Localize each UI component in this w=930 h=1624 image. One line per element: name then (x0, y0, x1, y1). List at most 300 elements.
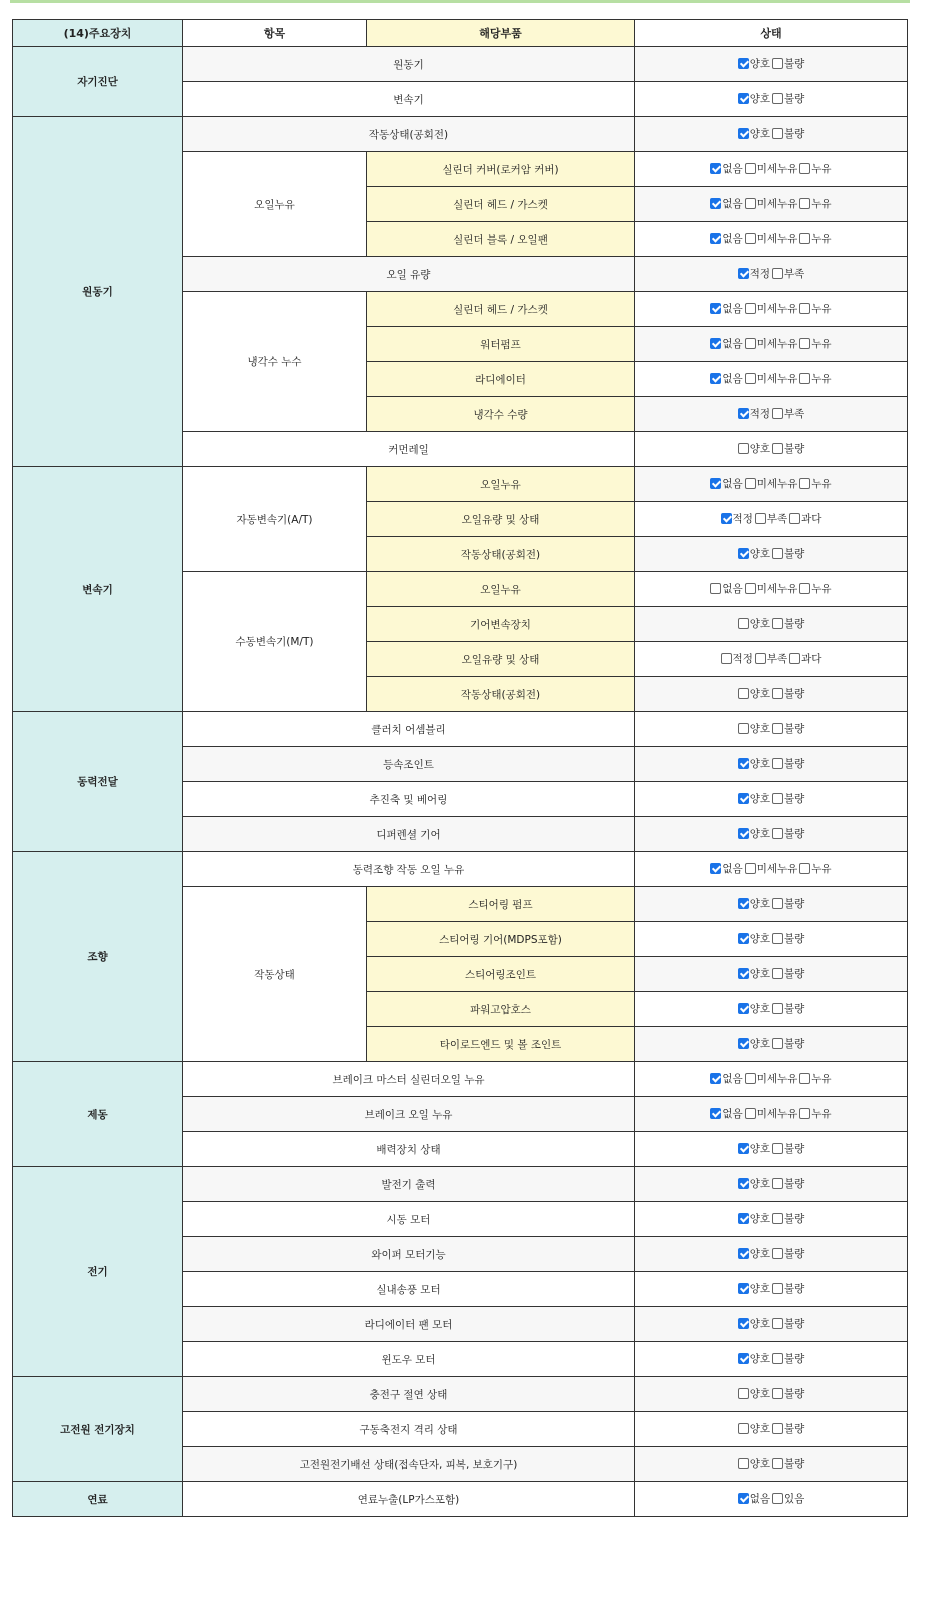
status-option-label: 없음 (722, 863, 743, 875)
checked-checkbox[interactable] (738, 548, 749, 559)
status-option[interactable] (738, 966, 770, 981)
unchecked-checkbox[interactable] (799, 1108, 810, 1119)
unchecked-checkbox[interactable] (772, 1283, 783, 1294)
status-option[interactable] (799, 581, 831, 596)
status-option[interactable] (772, 91, 804, 106)
status-option[interactable] (710, 231, 742, 246)
status-option[interactable] (738, 686, 770, 701)
status-option[interactable] (772, 546, 804, 561)
status-cell (635, 817, 908, 852)
unchecked-checkbox[interactable] (772, 1318, 783, 1329)
status-option[interactable] (772, 756, 804, 771)
unchecked-checkbox[interactable] (745, 583, 756, 594)
status-option[interactable] (710, 861, 742, 876)
status-option[interactable] (772, 1456, 804, 1471)
unchecked-checkbox[interactable] (772, 1493, 783, 1504)
item-cell: 오일 유량 (183, 257, 635, 292)
status-option[interactable] (710, 161, 742, 176)
status-option[interactable] (745, 861, 798, 876)
status-option-label: 없음 (722, 198, 743, 210)
status-option-label: 양호 (749, 828, 770, 840)
status-cell (635, 327, 908, 362)
checked-checkbox[interactable] (738, 93, 749, 104)
status-option[interactable] (738, 756, 770, 771)
unchecked-checkbox[interactable] (738, 618, 749, 629)
unchecked-checkbox[interactable] (772, 758, 783, 769)
status-option[interactable] (710, 581, 742, 596)
status-option-label: 부족 (784, 268, 805, 280)
unchecked-checkbox[interactable] (772, 793, 783, 804)
item-cell: 원동기 (183, 47, 635, 82)
checked-checkbox[interactable] (738, 933, 749, 944)
part-cell: 스티어링 기어(MDPS포함) (367, 922, 635, 957)
status-option[interactable] (745, 371, 798, 386)
unchecked-checkbox[interactable] (799, 373, 810, 384)
status-option[interactable] (738, 126, 770, 141)
status-option[interactable] (799, 1106, 831, 1121)
status-option[interactable] (738, 1036, 770, 1051)
status-cell (635, 257, 908, 292)
status-option-label: 미세누유 (756, 478, 798, 490)
checked-checkbox[interactable] (738, 1178, 749, 1189)
status-option[interactable] (745, 301, 798, 316)
checked-checkbox[interactable] (710, 198, 721, 209)
status-option-label: 양호 (749, 898, 770, 910)
status-cell (635, 642, 908, 677)
unchecked-checkbox[interactable] (772, 1353, 783, 1364)
status-option[interactable] (772, 126, 804, 141)
status-option-label: 미세누유 (756, 863, 798, 875)
table-body (13, 47, 908, 1517)
status-option[interactable] (799, 301, 831, 316)
status-option-label: 누유 (811, 583, 832, 595)
status-option[interactable] (799, 476, 831, 491)
status-option[interactable] (710, 336, 742, 351)
status-option[interactable] (738, 266, 770, 281)
part-cell: 오일누유 (367, 572, 635, 607)
checked-checkbox[interactable] (738, 793, 749, 804)
unchecked-checkbox[interactable] (772, 968, 783, 979)
unchecked-checkbox[interactable] (745, 233, 756, 244)
unchecked-checkbox[interactable] (772, 1178, 783, 1189)
status-cell (635, 1097, 908, 1132)
status-option[interactable] (772, 931, 804, 946)
status-option[interactable] (721, 511, 753, 526)
unchecked-checkbox[interactable] (721, 653, 732, 664)
status-option[interactable] (772, 791, 804, 806)
status-cell (635, 677, 908, 712)
unchecked-checkbox[interactable] (772, 1003, 783, 1014)
status-option-label: 없음 (722, 1108, 743, 1120)
status-option[interactable] (772, 1351, 804, 1366)
unchecked-checkbox[interactable] (745, 1108, 756, 1119)
checked-checkbox[interactable] (738, 1143, 749, 1154)
unchecked-checkbox[interactable] (772, 1213, 783, 1224)
status-option-label: 미세누유 (756, 233, 798, 245)
checked-checkbox[interactable] (710, 1108, 721, 1119)
status-option[interactable] (710, 301, 742, 316)
status-cell (635, 222, 908, 257)
status-option-label: 누유 (811, 198, 832, 210)
status-option[interactable] (772, 616, 804, 631)
checked-checkbox[interactable] (738, 58, 749, 69)
unchecked-checkbox[interactable] (772, 408, 783, 419)
unchecked-checkbox[interactable] (799, 338, 810, 349)
checked-checkbox[interactable] (738, 268, 749, 279)
status-option[interactable] (772, 406, 804, 421)
unchecked-checkbox[interactable] (772, 1248, 783, 1259)
unchecked-checkbox[interactable] (745, 373, 756, 384)
item-cell: 실내송풍 모터 (183, 1272, 635, 1307)
status-option[interactable] (799, 861, 831, 876)
item-cell: 윈도우 모터 (183, 1342, 635, 1377)
unchecked-checkbox[interactable] (772, 93, 783, 104)
status-option[interactable] (772, 1421, 804, 1436)
status-option[interactable] (745, 1106, 798, 1121)
status-option-label: 불량 (784, 968, 805, 980)
status-option[interactable] (710, 1106, 742, 1121)
status-option[interactable] (789, 651, 821, 666)
sub-item-cell: 오일누유 (183, 152, 367, 257)
status-option[interactable] (745, 196, 798, 211)
status-option[interactable] (772, 966, 804, 981)
table-row (13, 1062, 908, 1097)
status-option[interactable] (772, 266, 804, 281)
checked-checkbox[interactable] (738, 1213, 749, 1224)
unchecked-checkbox[interactable] (772, 933, 783, 944)
status-option-label: 양호 (749, 58, 770, 70)
status-cell (635, 432, 908, 467)
table-row (13, 467, 908, 502)
status-cell (635, 397, 908, 432)
status-option[interactable] (772, 1001, 804, 1016)
status-option-label: 없음 (722, 583, 743, 595)
status-option-label: 양호 (749, 1003, 770, 1015)
checked-checkbox[interactable] (738, 1493, 749, 1504)
unchecked-checkbox[interactable] (772, 58, 783, 69)
status-option[interactable] (745, 476, 798, 491)
status-option[interactable] (772, 721, 804, 736)
status-option[interactable] (738, 826, 770, 841)
unchecked-checkbox[interactable] (799, 863, 810, 874)
status-option[interactable] (738, 896, 770, 911)
unchecked-checkbox[interactable] (738, 1388, 749, 1399)
status-option[interactable] (738, 406, 770, 421)
status-option[interactable] (772, 56, 804, 71)
status-option[interactable] (772, 1036, 804, 1051)
status-option[interactable] (710, 371, 742, 386)
unchecked-checkbox[interactable] (738, 688, 749, 699)
item-cell: 시동 모터 (183, 1202, 635, 1237)
status-option[interactable] (738, 1386, 770, 1401)
checked-checkbox[interactable] (710, 303, 721, 314)
status-option[interactable] (738, 1141, 770, 1156)
status-option[interactable] (710, 1071, 742, 1086)
status-option-label: 불량 (784, 793, 805, 805)
checked-checkbox[interactable] (738, 968, 749, 979)
status-option-label: 불량 (784, 1283, 805, 1295)
unchecked-checkbox[interactable] (710, 583, 721, 594)
status-option-label: 없음 (722, 478, 743, 490)
status-cell (635, 852, 908, 887)
status-option-label: 누유 (811, 1073, 832, 1085)
status-option-label: 없음 (722, 1073, 743, 1085)
status-option[interactable] (745, 161, 798, 176)
main-devices-inspection-table (12, 19, 908, 1517)
unchecked-checkbox[interactable] (799, 1073, 810, 1084)
status-option-label: 없음 (749, 1493, 770, 1505)
status-option[interactable] (772, 1211, 804, 1226)
status-option[interactable] (738, 721, 770, 736)
checked-checkbox[interactable] (738, 1038, 749, 1049)
unchecked-checkbox[interactable] (772, 1143, 783, 1154)
checked-checkbox[interactable] (738, 408, 749, 419)
unchecked-checkbox[interactable] (799, 583, 810, 594)
checked-checkbox[interactable] (738, 1353, 749, 1364)
category-cell: 제동 (13, 1062, 183, 1167)
status-option[interactable] (738, 441, 770, 456)
status-option[interactable] (738, 56, 770, 71)
unchecked-checkbox[interactable] (799, 198, 810, 209)
status-cell (635, 922, 908, 957)
checked-checkbox[interactable] (738, 898, 749, 909)
item-cell: 브레이크 오일 누유 (183, 1097, 635, 1132)
status-option-label: 양호 (749, 1353, 770, 1365)
status-option[interactable] (799, 161, 831, 176)
item-cell: 와이퍼 모터기능 (183, 1237, 635, 1272)
unchecked-checkbox[interactable] (745, 863, 756, 874)
status-option[interactable] (738, 1421, 770, 1436)
item-cell: 구동축전지 격리 상태 (183, 1412, 635, 1447)
unchecked-checkbox[interactable] (789, 653, 800, 664)
status-option-label: 양호 (749, 1458, 770, 1470)
item-cell: 브레이크 마스터 실린더오일 누유 (183, 1062, 635, 1097)
unchecked-checkbox[interactable] (772, 548, 783, 559)
unchecked-checkbox[interactable] (738, 1458, 749, 1469)
status-option[interactable] (738, 931, 770, 946)
status-option[interactable] (772, 686, 804, 701)
status-option[interactable] (738, 1316, 770, 1331)
status-option-label: 있음 (784, 1493, 805, 1505)
checked-checkbox[interactable] (738, 1283, 749, 1294)
part-cell: 타이로드엔드 및 볼 조인트 (367, 1027, 635, 1062)
status-option-label: 미세누유 (756, 1108, 798, 1120)
status-option-label: 누유 (811, 373, 832, 385)
checked-checkbox[interactable] (738, 828, 749, 839)
status-option-label: 양호 (749, 1283, 770, 1295)
status-option-label: 미세누유 (756, 303, 798, 315)
unchecked-checkbox[interactable] (789, 513, 800, 524)
part-cell: 라디에이터 (367, 362, 635, 397)
category-cell: 동력전달 (13, 712, 183, 852)
item-cell: 연료누출(LP가스포함) (183, 1482, 635, 1517)
status-option[interactable] (799, 371, 831, 386)
unchecked-checkbox[interactable] (799, 478, 810, 489)
unchecked-checkbox[interactable] (745, 338, 756, 349)
unchecked-checkbox[interactable] (772, 1038, 783, 1049)
status-option-label: 누유 (811, 163, 832, 175)
unchecked-checkbox[interactable] (772, 723, 783, 734)
part-cell: 실린더 커버(로커암 커버) (367, 152, 635, 187)
part-cell: 작동상태(공회전) (367, 537, 635, 572)
checked-checkbox[interactable] (738, 1318, 749, 1329)
unchecked-checkbox[interactable] (799, 233, 810, 244)
status-cell (635, 1342, 908, 1377)
status-option[interactable] (745, 231, 798, 246)
sub-item-cell: 냉각수 누수 (183, 292, 367, 432)
part-cell: 실린더 헤드 / 가스켓 (367, 187, 635, 222)
status-option-label: 누유 (811, 863, 832, 875)
header-item: 항목 (183, 20, 367, 47)
unchecked-checkbox[interactable] (738, 723, 749, 734)
status-option[interactable] (738, 1351, 770, 1366)
checked-checkbox[interactable] (710, 863, 721, 874)
unchecked-checkbox[interactable] (772, 618, 783, 629)
part-cell: 스티어링조인트 (367, 957, 635, 992)
category-cell: 연료 (13, 1482, 183, 1517)
status-option[interactable] (738, 791, 770, 806)
status-option-label: 불량 (784, 1353, 805, 1365)
checked-checkbox[interactable] (738, 758, 749, 769)
status-cell (635, 1027, 908, 1062)
status-option[interactable] (721, 651, 753, 666)
status-option-label: 미세누유 (756, 583, 798, 595)
status-option[interactable] (738, 546, 770, 561)
status-option[interactable] (772, 1316, 804, 1331)
item-cell: 동력조향 작동 오일 누유 (183, 852, 635, 887)
unchecked-checkbox[interactable] (738, 443, 749, 454)
checked-checkbox[interactable] (710, 233, 721, 244)
status-option-label: 불량 (784, 1213, 805, 1225)
status-option-label: 양호 (749, 758, 770, 770)
status-option[interactable] (772, 1176, 804, 1191)
status-option[interactable] (738, 91, 770, 106)
checked-checkbox[interactable] (721, 513, 732, 524)
status-option[interactable] (738, 1001, 770, 1016)
table-row (13, 47, 908, 82)
status-option[interactable] (738, 616, 770, 631)
status-option[interactable] (799, 336, 831, 351)
status-option-label: 부족 (784, 408, 805, 420)
checked-checkbox[interactable] (710, 163, 721, 174)
status-option[interactable] (710, 476, 742, 491)
item-cell: 커먼레일 (183, 432, 635, 467)
unchecked-checkbox[interactable] (772, 128, 783, 139)
status-option[interactable] (738, 1176, 770, 1191)
status-option[interactable] (772, 1141, 804, 1156)
unchecked-checkbox[interactable] (745, 198, 756, 209)
status-option[interactable] (738, 1491, 770, 1506)
status-option-label: 미세누유 (756, 1073, 798, 1085)
unchecked-checkbox[interactable] (772, 443, 783, 454)
unchecked-checkbox[interactable] (745, 163, 756, 174)
unchecked-checkbox[interactable] (755, 653, 766, 664)
checked-checkbox[interactable] (710, 1073, 721, 1084)
unchecked-checkbox[interactable] (738, 1423, 749, 1434)
part-cell: 오일유량 및 상태 (367, 502, 635, 537)
status-option-label: 양호 (749, 1178, 770, 1190)
checked-checkbox[interactable] (738, 1003, 749, 1014)
checked-checkbox[interactable] (710, 338, 721, 349)
status-cell (635, 1272, 908, 1307)
part-cell: 실린더 헤드 / 가스켓 (367, 292, 635, 327)
status-option[interactable] (789, 511, 821, 526)
checked-checkbox[interactable] (738, 128, 749, 139)
unchecked-checkbox[interactable] (772, 898, 783, 909)
status-option-label: 불량 (784, 443, 805, 455)
status-cell (635, 782, 908, 817)
unchecked-checkbox[interactable] (772, 688, 783, 699)
unchecked-checkbox[interactable] (745, 1073, 756, 1084)
unchecked-checkbox[interactable] (799, 303, 810, 314)
status-option-label: 양호 (749, 1248, 770, 1260)
unchecked-checkbox[interactable] (772, 1388, 783, 1399)
status-cell (635, 607, 908, 642)
status-cell (635, 1202, 908, 1237)
status-option[interactable] (738, 1281, 770, 1296)
part-cell: 오일유량 및 상태 (367, 642, 635, 677)
part-cell: 실린더 블록 / 오일팬 (367, 222, 635, 257)
unchecked-checkbox[interactable] (799, 163, 810, 174)
status-option[interactable] (710, 196, 742, 211)
unchecked-checkbox[interactable] (772, 1423, 783, 1434)
checked-checkbox[interactable] (710, 478, 721, 489)
status-option[interactable] (772, 1491, 804, 1506)
status-option[interactable] (745, 1071, 798, 1086)
status-option[interactable] (755, 651, 787, 666)
status-option-label: 양호 (749, 93, 770, 105)
status-option[interactable] (738, 1456, 770, 1471)
checked-checkbox[interactable] (738, 1248, 749, 1259)
table-row (13, 712, 908, 747)
status-option[interactable] (745, 581, 798, 596)
status-option[interactable] (772, 441, 804, 456)
status-option[interactable] (772, 1386, 804, 1401)
unchecked-checkbox[interactable] (772, 828, 783, 839)
status-option[interactable] (772, 1281, 804, 1296)
status-option-label: 불량 (784, 1458, 805, 1470)
unchecked-checkbox[interactable] (772, 268, 783, 279)
status-option-label: 누유 (811, 1108, 832, 1120)
status-option[interactable] (799, 196, 831, 211)
status-option[interactable] (772, 896, 804, 911)
part-cell: 스티어링 펌프 (367, 887, 635, 922)
status-option[interactable] (745, 336, 798, 351)
unchecked-checkbox[interactable] (755, 513, 766, 524)
unchecked-checkbox[interactable] (772, 1458, 783, 1469)
status-option[interactable] (799, 1071, 831, 1086)
checked-checkbox[interactable] (710, 373, 721, 384)
status-option-label: 부족 (766, 653, 788, 665)
status-option[interactable] (772, 826, 804, 841)
status-option[interactable] (772, 1246, 804, 1261)
header-part: 해당부품 (367, 20, 635, 47)
status-option[interactable] (738, 1211, 770, 1226)
status-option-label: 없음 (722, 163, 743, 175)
unchecked-checkbox[interactable] (745, 478, 756, 489)
status-option-label: 적정 (732, 513, 753, 525)
status-option[interactable] (738, 1246, 770, 1261)
status-cell (635, 1307, 908, 1342)
status-option-label: 불량 (784, 1003, 805, 1015)
status-option[interactable] (799, 231, 831, 246)
unchecked-checkbox[interactable] (745, 303, 756, 314)
status-option[interactable] (755, 511, 787, 526)
item-cell: 고전원전기배선 상태(접속단자, 피복, 보호기구) (183, 1447, 635, 1482)
table-header-row (13, 20, 908, 47)
status-option-label: 불량 (784, 688, 805, 700)
part-cell: 냉각수 수량 (367, 397, 635, 432)
